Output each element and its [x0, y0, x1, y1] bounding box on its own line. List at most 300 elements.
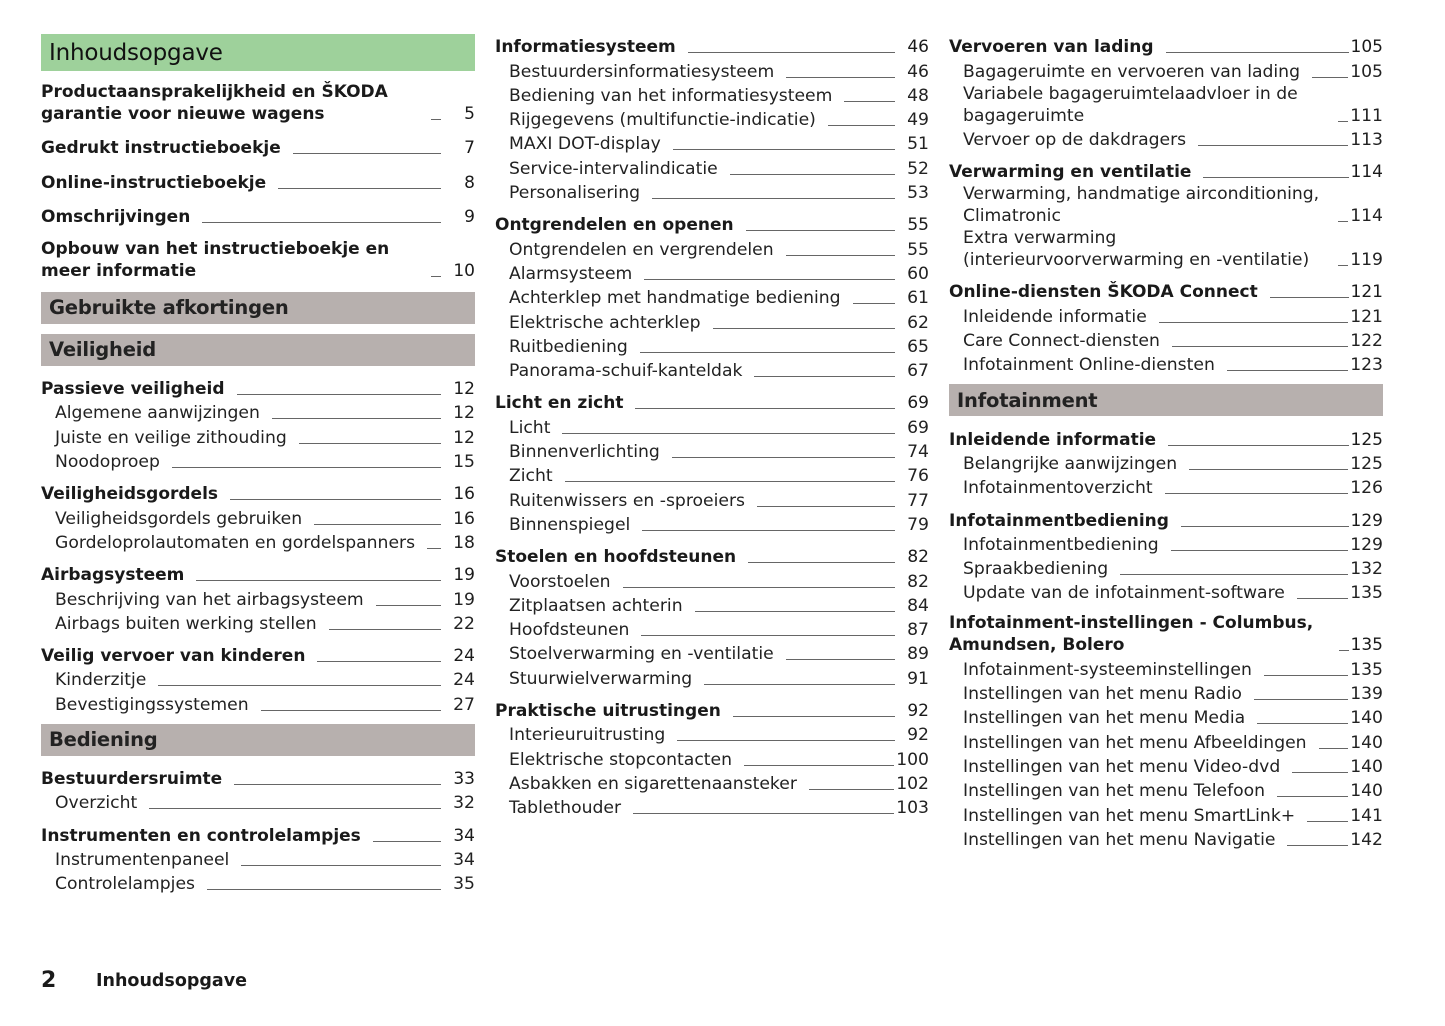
- entry-title: Kinderzitje: [55, 670, 147, 691]
- leader-line: [1168, 445, 1348, 446]
- toc-chapter-entry[interactable]: [41, 481, 475, 505]
- entry-title: Ontgrendelen en vergrendelen: [509, 239, 774, 260]
- entry-title: Gordeloprolautomaten en gordelspanners: [55, 532, 416, 553]
- page-number: 18: [453, 532, 475, 553]
- leader-line: [427, 548, 441, 549]
- toc-chapter-entry[interactable]: [949, 507, 1383, 531]
- entry-title: Passieve veiligheid: [41, 379, 225, 400]
- leader-line: [1254, 699, 1348, 700]
- page-number: 27: [453, 694, 475, 715]
- toc-subentry[interactable]: [949, 705, 1383, 729]
- toc-subentry[interactable]: [949, 227, 1383, 271]
- toc-column-1: [41, 34, 475, 903]
- page-number: 126: [1350, 478, 1383, 499]
- toc-group: [949, 34, 1383, 151]
- leader-line: [376, 605, 441, 606]
- entry-title: Noodoproep: [55, 452, 160, 473]
- toc-subentry[interactable]: [495, 617, 929, 641]
- leader-line: [431, 119, 441, 120]
- leader-line: [237, 394, 442, 395]
- toc-subentry[interactable]: [949, 556, 1383, 580]
- entry-title: Ontgrendelen en openen: [495, 215, 734, 236]
- entry-title: Verwarming, handmatige airconditioning, Climatronic: [963, 184, 1320, 227]
- entry-title: Instellingen van het menu Media: [963, 708, 1246, 729]
- entry-title: Vervoer op de dakdragers: [963, 129, 1187, 150]
- entry-title: Zitplaatsen achterin: [509, 595, 683, 616]
- leader-line: [1307, 821, 1348, 822]
- leader-line: [744, 765, 894, 766]
- page-number: 8: [464, 172, 475, 193]
- page-number: 52: [907, 158, 929, 179]
- page-number: 51: [907, 134, 929, 155]
- page-number: 69: [907, 393, 929, 414]
- toc-subentry[interactable]: [949, 328, 1383, 352]
- toc-subentry[interactable]: [949, 303, 1383, 327]
- toc-subentry[interactable]: [949, 681, 1383, 705]
- leader-line: [672, 457, 895, 458]
- page-number: 10: [453, 260, 475, 281]
- leader-line: [196, 580, 441, 581]
- leader-line: [688, 52, 895, 53]
- toc-subentry[interactable]: [495, 665, 929, 689]
- bediening-list: [41, 766, 475, 895]
- leader-line: [1312, 77, 1348, 78]
- entry-title: Interieuruitrusting: [509, 725, 666, 746]
- toc-subentry[interactable]: [41, 586, 475, 610]
- toc-chapter-entry[interactable]: [495, 212, 929, 236]
- entry-title: Stoelen en hoofdsteunen: [495, 547, 737, 568]
- entry-title: Omschrijvingen: [41, 206, 191, 227]
- page-number: 33: [453, 769, 475, 790]
- toc-subentry[interactable]: [495, 439, 929, 463]
- toc-subentry[interactable]: [495, 180, 929, 204]
- entry-title: Airbagsysteem: [41, 565, 185, 586]
- page-number: 113: [1350, 129, 1383, 150]
- leader-line: [1166, 52, 1349, 53]
- entry-title: Asbakken en sigarettenaansteker: [509, 773, 797, 794]
- entry-title: Binnenspiegel: [509, 514, 631, 535]
- toc-subentry[interactable]: [949, 754, 1383, 778]
- toc-group: [949, 612, 1383, 850]
- leader-line: [786, 77, 895, 78]
- page-number: 5: [464, 104, 475, 124]
- toc-group: [41, 822, 475, 895]
- page-number: 84: [907, 595, 929, 616]
- toc-intro-entry[interactable]: [41, 204, 475, 228]
- toc-subentry[interactable]: [41, 691, 475, 715]
- toc-subentry[interactable]: [495, 487, 929, 511]
- entry-title: Ruitenwissers en -sproeiers: [509, 490, 745, 511]
- page-number: 140: [1350, 732, 1383, 753]
- toc-subentry[interactable]: [949, 183, 1383, 227]
- leader-line: [1203, 177, 1348, 178]
- toc-subentry[interactable]: [495, 83, 929, 107]
- entry-title: Algemene aanwijzingen: [55, 403, 260, 424]
- toc-subentry[interactable]: [495, 746, 929, 770]
- entry-title: Online-instructieboekje: [41, 172, 267, 193]
- leader-line: [1172, 346, 1348, 347]
- page-number: 49: [907, 110, 929, 131]
- leader-line: [562, 433, 895, 434]
- toc-subentry[interactable]: [949, 83, 1383, 127]
- page-number: 135: [1350, 659, 1383, 680]
- page-number: 16: [453, 508, 475, 529]
- leader-line: [1181, 526, 1349, 527]
- leader-line: [149, 808, 441, 809]
- page-number: 24: [453, 646, 475, 667]
- toc-chapter-entry[interactable]: [41, 643, 475, 667]
- page-number: 67: [907, 361, 929, 382]
- entry-title: Stuurwielverwarming: [509, 668, 693, 689]
- toc-subentry[interactable]: [41, 505, 475, 529]
- page-number: 24: [453, 670, 475, 691]
- toc-subentry[interactable]: [41, 667, 475, 691]
- toc-subentry[interactable]: [949, 656, 1383, 680]
- leader-line: [652, 198, 895, 199]
- entry-title: Tablethouder: [509, 798, 622, 819]
- page-number: 114: [1350, 206, 1383, 227]
- entry-title: Vervoeren van lading: [949, 37, 1154, 58]
- toc-group: [495, 34, 929, 204]
- page-number: 91: [907, 668, 929, 689]
- toc-intro-entry[interactable]: [41, 81, 475, 125]
- toc-intro-entry[interactable]: [41, 135, 475, 159]
- veiligheid-list: [41, 376, 475, 716]
- page-number: 12: [453, 403, 475, 424]
- page-number: 119: [1350, 250, 1383, 271]
- toc-subentry[interactable]: [949, 451, 1383, 475]
- entry-title: Hoofdsteunen: [509, 620, 630, 641]
- page-number: 7: [464, 138, 475, 159]
- entry-title: Instellingen van het menu Navigatie: [963, 829, 1276, 850]
- entry-title: Elektrische achterklep: [509, 312, 701, 333]
- leader-line: [207, 889, 441, 890]
- leader-line: [172, 467, 441, 468]
- leader-line: [633, 813, 894, 814]
- leader-line: [373, 841, 441, 842]
- toc-subentry[interactable]: [495, 285, 929, 309]
- toc-chapter-entry[interactable]: [41, 822, 475, 846]
- page-number: 69: [907, 417, 929, 438]
- toc-subentry[interactable]: [495, 414, 929, 438]
- toc-subentry[interactable]: [41, 530, 475, 554]
- entry-title: Airbags buiten werking stellen: [55, 613, 317, 634]
- leader-line: [431, 276, 441, 277]
- entry-title: Instellingen van het menu Video-dvd: [963, 756, 1281, 777]
- leader-line: [757, 506, 895, 507]
- page-number: 12: [453, 379, 475, 400]
- leader-line: [704, 684, 895, 685]
- toc-chapter-entry[interactable]: [949, 159, 1383, 183]
- leader-line: [786, 255, 895, 256]
- leader-line: [1319, 748, 1349, 749]
- page-number: 121: [1350, 282, 1383, 303]
- toc-chapter-entry[interactable]: [41, 766, 475, 790]
- entry-title: Service-intervalindicatie: [509, 158, 718, 179]
- page-number: 105: [1350, 61, 1383, 82]
- toc-subentry[interactable]: [949, 352, 1383, 376]
- page-number: 34: [453, 825, 475, 846]
- leader-line: [673, 149, 895, 150]
- toc-chapter-entry[interactable]: [949, 612, 1383, 656]
- entry-title: Inleidende informatie: [949, 429, 1157, 450]
- entry-title: Instrumenten en controlelampjes: [41, 825, 361, 846]
- leader-line: [1264, 675, 1348, 676]
- entry-title: Instrumentenpaneel: [55, 849, 230, 870]
- toc-group: [41, 766, 475, 815]
- entry-title: Overzicht: [55, 793, 138, 814]
- leader-line: [241, 865, 441, 866]
- page-number: 111: [1350, 105, 1383, 126]
- toc-subentry[interactable]: [495, 236, 929, 260]
- page-number: 55: [907, 239, 929, 260]
- entry-title: Praktische uitrustingen: [495, 701, 721, 722]
- page-number: 32: [453, 793, 475, 814]
- leader-line: [202, 222, 441, 223]
- page-number: 19: [453, 565, 475, 586]
- leader-line: [733, 716, 895, 717]
- leader-line: [713, 328, 895, 329]
- entry-title: Stoelverwarming en -ventilatie: [509, 644, 774, 665]
- page-number: 92: [907, 701, 929, 722]
- footer-label: Inhoudsopgave: [96, 970, 248, 991]
- toc-group: [41, 376, 475, 473]
- toc-subentry[interactable]: [495, 512, 929, 536]
- entry-title: Gedrukt instructieboekje: [41, 138, 281, 159]
- page-number: 82: [907, 571, 929, 592]
- leader-line: [853, 303, 895, 304]
- toc-subentry[interactable]: [495, 593, 929, 617]
- toc-subentry[interactable]: [949, 475, 1383, 499]
- page-number: 62: [907, 312, 929, 333]
- leader-line: [314, 524, 441, 525]
- entry-title: Instellingen van het menu SmartLink+: [963, 805, 1296, 826]
- toc-intro-entry[interactable]: [41, 169, 475, 193]
- entry-title: Online-diensten ŠKODA Connect: [949, 282, 1258, 303]
- page-number: 34: [453, 849, 475, 870]
- entry-title: MAXI DOT-display: [509, 134, 661, 155]
- entry-title: Spraakbediening: [963, 559, 1109, 580]
- toc-subentry[interactable]: [949, 127, 1383, 151]
- leader-line: [1270, 297, 1349, 298]
- section-header-afkortingen[interactable]: Gebruikte afkortingen: [41, 292, 475, 324]
- toc-column-2: [495, 34, 929, 827]
- toc-subentry[interactable]: [495, 463, 929, 487]
- toc-subentry[interactable]: [495, 309, 929, 333]
- toc-chapter-entry[interactable]: [495, 544, 929, 568]
- leader-line: [786, 659, 895, 660]
- toc-subentry[interactable]: [495, 641, 929, 665]
- leader-line: [641, 635, 895, 636]
- toc-subentry[interactable]: [495, 334, 929, 358]
- leader-line: [623, 587, 895, 588]
- entry-title: Infotainmentbediening: [949, 510, 1169, 531]
- page-number: 87: [907, 620, 929, 641]
- entry-title: Elektrische stopcontacten: [509, 749, 732, 770]
- entry-title: Care Connect-diensten: [963, 331, 1160, 352]
- entry-title: Binnenverlichting: [509, 442, 660, 463]
- toc-subentry[interactable]: [41, 400, 475, 424]
- leader-line: [1339, 650, 1349, 651]
- toc-group: [495, 390, 929, 536]
- toc-subentry[interactable]: [41, 424, 475, 448]
- toc-subentry[interactable]: [495, 155, 929, 179]
- toc-subentry[interactable]: [495, 131, 929, 155]
- leader-line: [293, 153, 441, 154]
- toc-subentry[interactable]: [495, 358, 929, 382]
- leader-line: [299, 443, 441, 444]
- entry-title: Infotainment Online-diensten: [963, 355, 1215, 376]
- entry-title: Beschrijving van het airbagsysteem: [55, 589, 364, 610]
- entry-title: Instellingen van het menu Radio: [963, 684, 1242, 705]
- toc-subentry[interactable]: [495, 107, 929, 131]
- leader-line: [317, 661, 441, 662]
- leader-line: [1165, 493, 1349, 494]
- page-number: 55: [907, 215, 929, 236]
- toc-subentry[interactable]: [949, 802, 1383, 826]
- page-number: 140: [1350, 708, 1383, 729]
- col2-list: [495, 34, 929, 819]
- leader-line: [1277, 796, 1348, 797]
- page-number: 76: [907, 466, 929, 487]
- toc-chapter-entry[interactable]: [495, 698, 929, 722]
- entry-title: Variabele bagageruimtelaadvloer in de bagageruimte: [963, 83, 1298, 126]
- page-number: 46: [907, 61, 929, 82]
- entry-title: Bediening van het informatiesysteem: [509, 85, 833, 106]
- entry-title: Personalisering: [509, 183, 641, 204]
- leader-line: [730, 174, 895, 175]
- leader-line: [278, 188, 441, 189]
- toc-chapter-entry[interactable]: [949, 279, 1383, 303]
- page-number: 139: [1350, 684, 1383, 705]
- leader-line: [1198, 145, 1348, 146]
- page-number: 89: [907, 644, 929, 665]
- toc-subentry[interactable]: [495, 795, 929, 819]
- toc-group: [41, 643, 475, 716]
- toc-subentry[interactable]: [495, 58, 929, 82]
- section-header-infotainment: Infotainment: [949, 384, 1383, 416]
- leader-line: [272, 418, 441, 419]
- leader-line: [1171, 550, 1349, 551]
- entry-title: Opbouw van het instructieboekje en meer informatie: [41, 238, 390, 281]
- toc-chapter-entry[interactable]: [495, 390, 929, 414]
- toc-subentry[interactable]: [41, 449, 475, 473]
- entry-title: Bevestigingssystemen: [55, 694, 249, 715]
- toc-subentry[interactable]: [949, 58, 1383, 82]
- toc-subentry[interactable]: [41, 871, 475, 895]
- page-number: 142: [1350, 829, 1383, 850]
- section-header-veiligheid: Veiligheid: [41, 334, 475, 366]
- leader-line: [828, 125, 895, 126]
- page-number: 129: [1350, 510, 1383, 531]
- intro-list: [41, 81, 475, 282]
- leader-line: [746, 230, 895, 231]
- toc-group: [495, 544, 929, 690]
- toc-subentry[interactable]: [949, 580, 1383, 604]
- toc-subentry[interactable]: [495, 771, 929, 795]
- toc-chapter-entry[interactable]: [41, 376, 475, 400]
- toc-subentry[interactable]: [495, 568, 929, 592]
- leader-line: [1257, 723, 1348, 724]
- page-number: 125: [1350, 453, 1383, 474]
- toc-subentry[interactable]: [949, 532, 1383, 556]
- page-number: 74: [907, 442, 929, 463]
- col3-top-list: [949, 34, 1383, 376]
- page-footer: [41, 968, 247, 993]
- page-number: 102: [896, 773, 929, 794]
- leader-line: [1227, 370, 1348, 371]
- leader-line: [1287, 845, 1348, 846]
- entry-title: Voorstoelen: [509, 571, 611, 592]
- toc-subentry[interactable]: [949, 778, 1383, 802]
- page-number: 79: [907, 514, 929, 535]
- leader-line: [1292, 772, 1348, 773]
- toc-chapter-entry[interactable]: [949, 426, 1383, 450]
- toc-group: [949, 279, 1383, 376]
- page-number: 121: [1350, 306, 1383, 327]
- leader-line: [642, 530, 895, 531]
- page-number: 135: [1350, 583, 1383, 604]
- entry-title: Infotainmentoverzicht: [963, 478, 1153, 499]
- page-number: 105: [1350, 37, 1383, 58]
- leader-line: [1159, 322, 1348, 323]
- toc-chapter-entry[interactable]: [495, 34, 929, 58]
- entry-title: Veiligheidsgordels gebruiken: [55, 508, 303, 529]
- toc-subentry[interactable]: [41, 847, 475, 871]
- entry-title: Extra verwarming (interieurvoorverwarming en -ventilatie): [963, 228, 1310, 271]
- page-number: 53: [907, 183, 929, 204]
- toc-intro-entry[interactable]: [41, 238, 475, 282]
- leader-line: [844, 101, 895, 102]
- leader-line: [234, 784, 441, 785]
- leader-line: [158, 685, 441, 686]
- toc-subentry[interactable]: [495, 261, 929, 285]
- leader-line: [565, 481, 895, 482]
- toc-subentry[interactable]: [41, 790, 475, 814]
- entry-title: Infotainment-instellingen - Columbus, Amundsen, Bolero: [949, 613, 1314, 656]
- page-number: 46: [907, 37, 929, 58]
- toc-subentry[interactable]: [495, 722, 929, 746]
- entry-title: Bagageruimte en vervoeren van lading: [963, 61, 1300, 82]
- page-number: 129: [1350, 534, 1383, 555]
- leader-line: [677, 740, 895, 741]
- entry-title: Inleidende informatie: [963, 306, 1147, 327]
- entry-title: Infotainmentbediening: [963, 534, 1159, 555]
- toc-subentry[interactable]: [949, 729, 1383, 753]
- page-number: 2: [41, 968, 57, 993]
- leader-line: [230, 499, 441, 500]
- leader-line: [1189, 469, 1348, 470]
- toc-subentry[interactable]: [949, 827, 1383, 851]
- entry-title: Bestuurdersruimte: [41, 769, 223, 790]
- entry-title: Verwarming en ventilatie: [949, 162, 1192, 183]
- page-number: 100: [896, 749, 929, 770]
- page-number: 22: [453, 613, 475, 634]
- entry-title: Zicht: [509, 466, 553, 487]
- page-number: 65: [907, 336, 929, 357]
- toc-chapter-entry[interactable]: [41, 562, 475, 586]
- toc-subentry[interactable]: [41, 611, 475, 635]
- entry-title: Alarmsysteem: [509, 263, 633, 284]
- entry-title: Veiligheidsgordels: [41, 484, 219, 505]
- page-number: 141: [1350, 805, 1383, 826]
- toc-group: [41, 562, 475, 635]
- toc-column-3: [949, 34, 1383, 859]
- leader-line: [809, 789, 894, 790]
- page-number: 135: [1350, 635, 1383, 656]
- toc-group: [949, 507, 1383, 604]
- toc-chapter-entry[interactable]: [949, 34, 1383, 58]
